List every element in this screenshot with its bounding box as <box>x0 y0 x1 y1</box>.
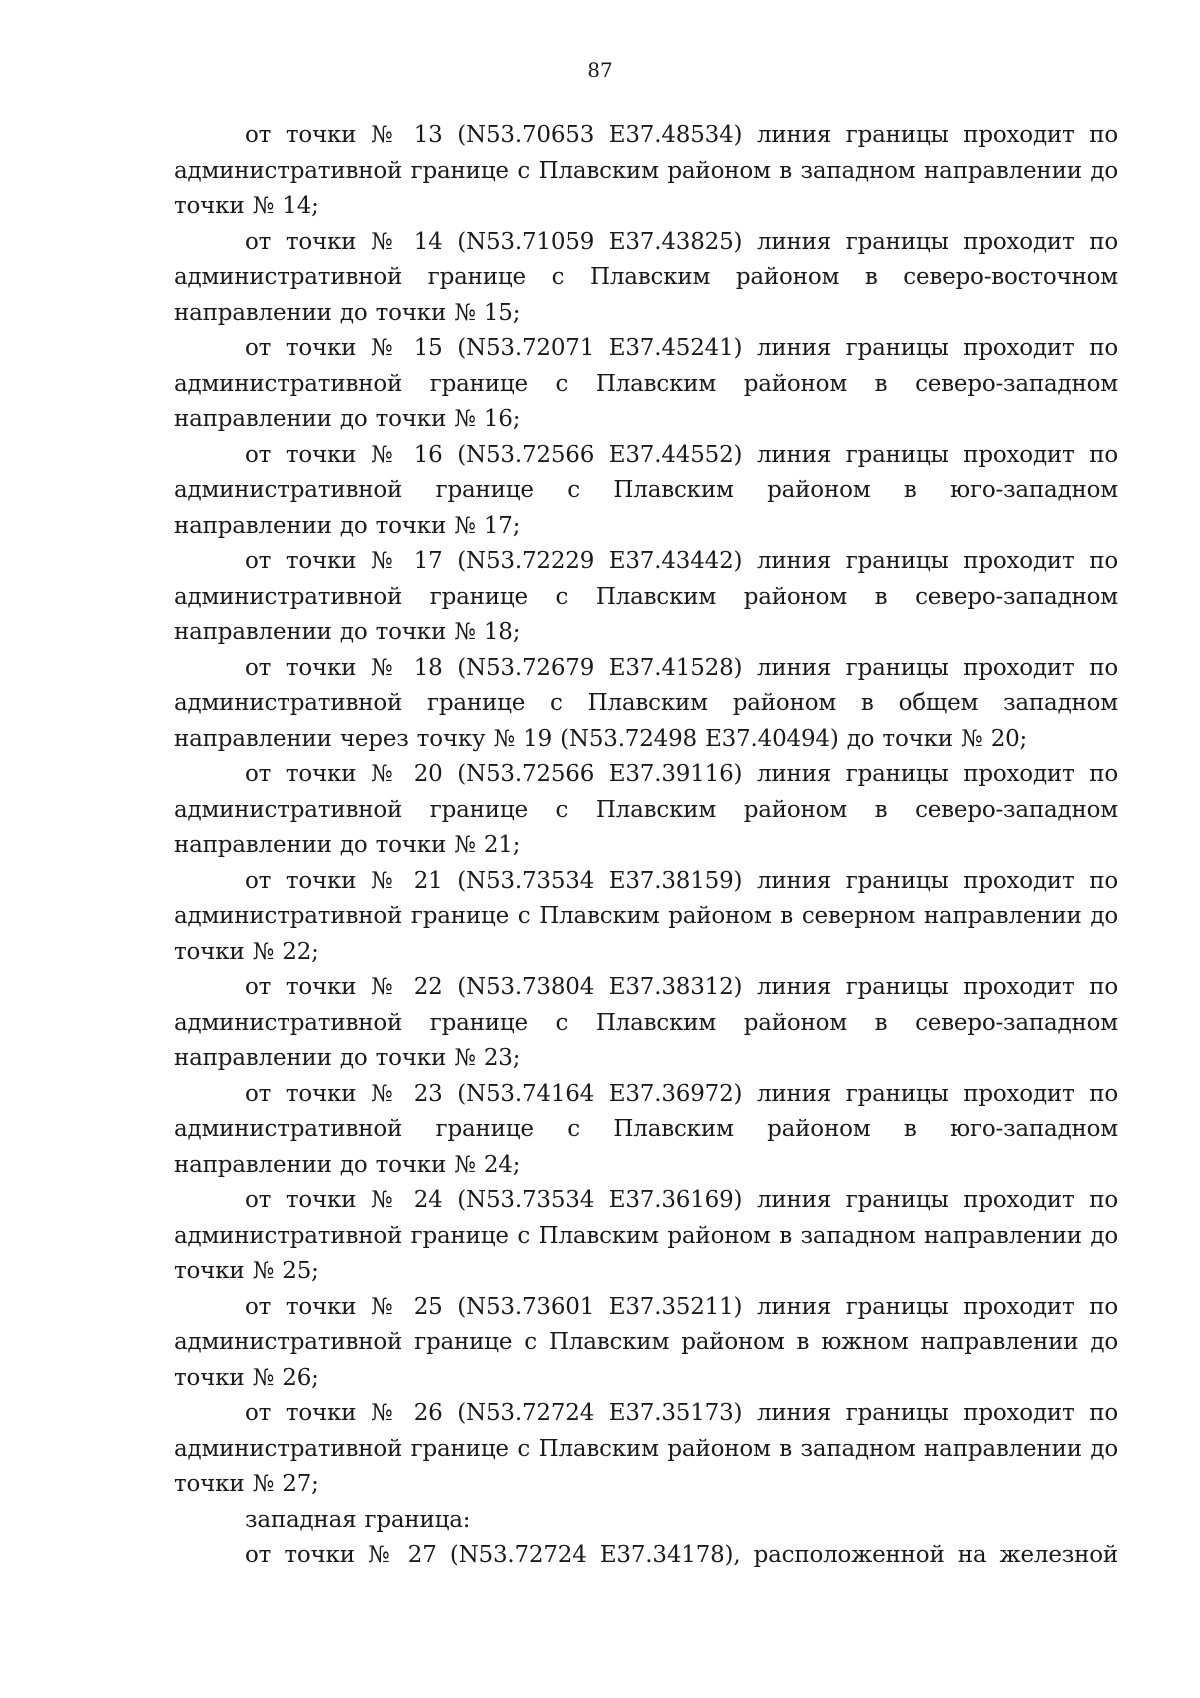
page-number: 87 <box>587 58 613 82</box>
paragraph-point-23: от точки № 23 (N53.74164 E37.36972) линия границы проходит по административной границе с Плавским районом в юго-западном направлении до точки № 24; <box>174 1080 1118 1178</box>
paragraph-point-17: от точки № 17 (N53.72229 E37.43442) линия границы проходит по административной границе с Плавским районом в северо-западном направлении до точки № 18; <box>174 548 1118 645</box>
paragraph-point-24: от точки № 24 (N53.73534 E37.36169) линия границы проходит по административной границе с Плавским районом в западном направлении до точки № 25; <box>174 1187 1118 1284</box>
document-body <box>174 118 1118 1574</box>
section-heading-western-border: западная граница: <box>245 1506 471 1533</box>
paragraph-point-14: от точки № 14 (N53.71059 E37.43825) линия границы проходит по административной границе с Плавским районом в северо-восточном направлении до точки № 15; <box>174 228 1118 326</box>
paragraph-point-26: от точки № 26 (N53.72724 E37.35173) линия границы проходит по административной границе с Плавским районом в западном направлении до точки № 27; <box>174 1400 1118 1497</box>
paragraph-point-20: от точки № 20 (N53.72566 E37.39116) линия границы проходит по административной границе с Плавским районом в северо-западном направлении до точки № 21; <box>174 761 1118 858</box>
paragraph-point-25: от точки № 25 (N53.73601 E37.35211) линия границы проходит по административной границе с Плавским районом в южном направлении до точки № 26; <box>174 1293 1118 1391</box>
paragraph-point-22: от точки № 22 (N53.73804 E37.38312) линия границы проходит по административной границе с Плавским районом в северо-западном направлении до точки № 23; <box>174 974 1118 1071</box>
paragraph-point-18: от точки № 18 (N53.72679 E37.41528) линия границы проходит по административной границе с Плавским районом в общем западном направлении через точку № 19 (N53.72498 E37.40494) до точки № 20; <box>174 654 1118 752</box>
paragraph-point-27: от точки № 27 (N53.72724 E37.34178), расположенной на железной <box>245 1542 1118 1568</box>
paragraph-point-16: от точки № 16 (N53.72566 E37.44552) линия границы проходит по административной границе с Плавским районом в юго-западном направлении до точки № 17; <box>174 441 1118 539</box>
paragraph-point-21: от точки № 21 (N53.73534 E37.38159) линия границы проходит по административной границе с Плавским районом в северном направлении до точки № 22; <box>174 867 1118 965</box>
paragraph-point-13: от точки № 13 (N53.70653 E37.48534) линия границы проходит по административной границе с Плавским районом в западном направлении до точки № 14; <box>174 122 1118 219</box>
paragraph-point-15: от точки № 15 (N53.72071 E37.45241) линия границы проходит по административной границе с Плавским районом в северо-западном направлении до точки № 16; <box>174 335 1118 432</box>
